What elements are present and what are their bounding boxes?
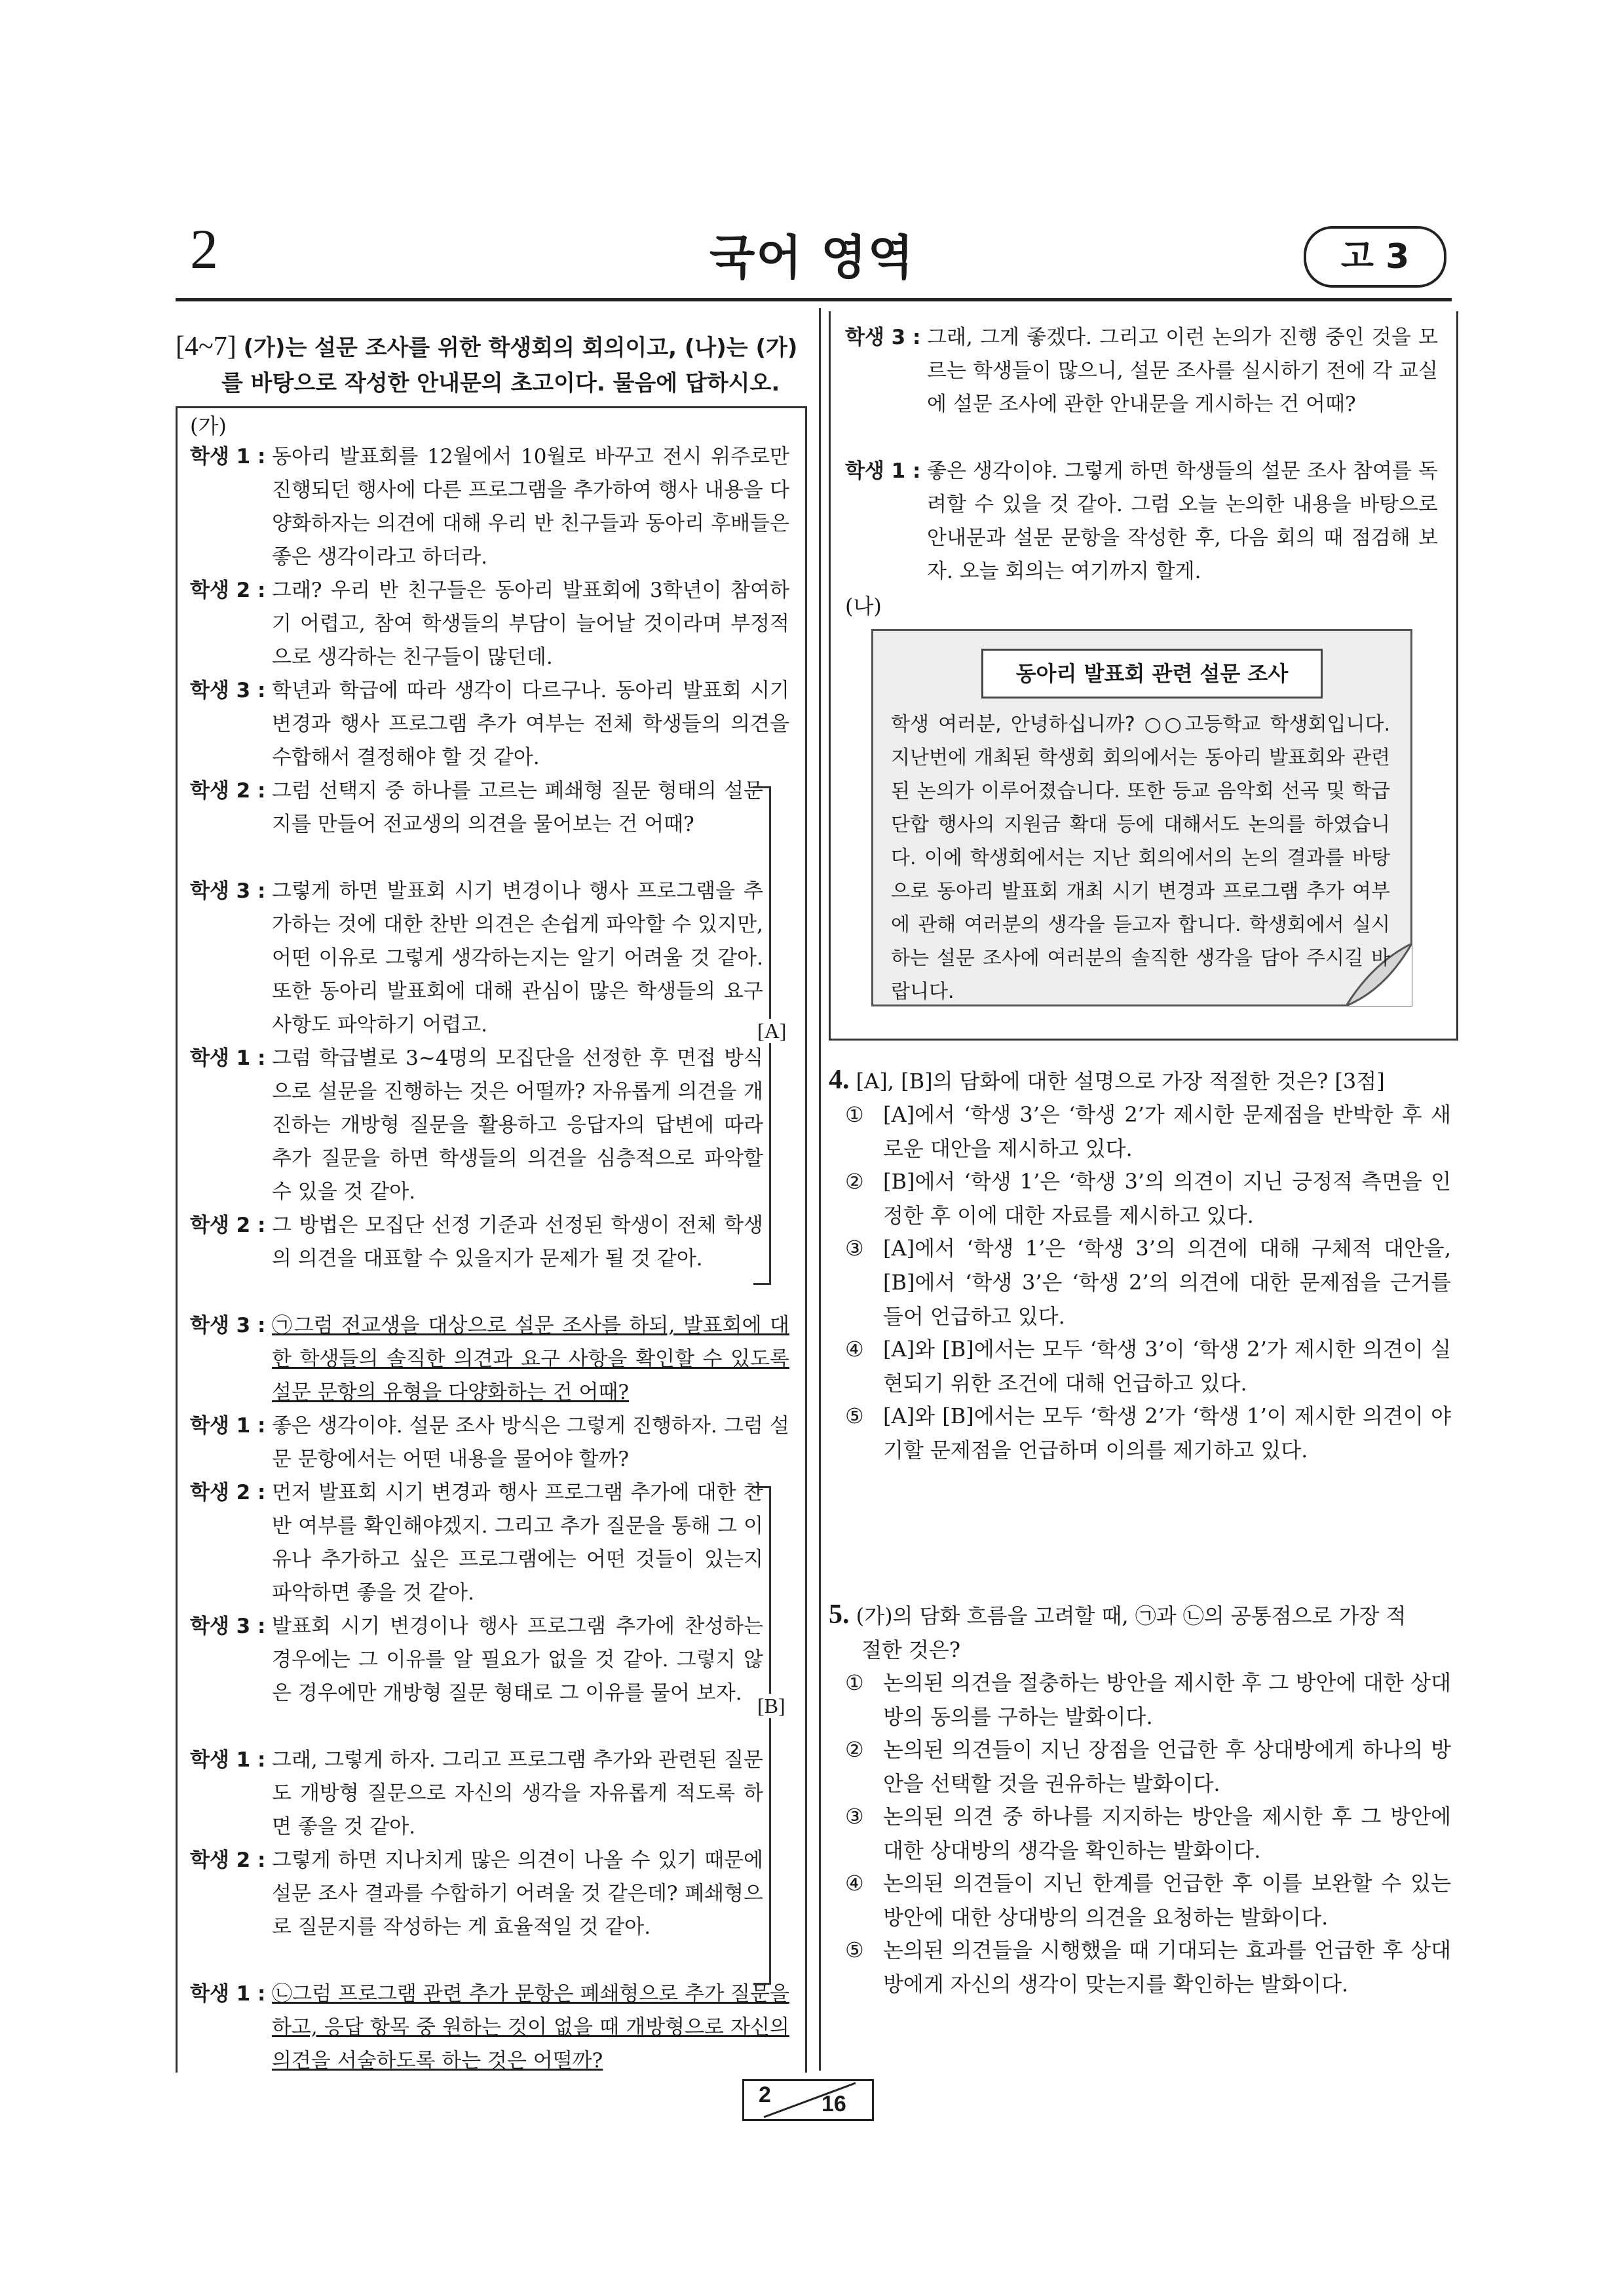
page-total: 16 <box>821 2092 846 2116</box>
answer-option[interactable] <box>845 1666 1451 1734</box>
speaker-label: 학생 1 : <box>190 1748 266 1772</box>
dialogue-line <box>190 440 789 574</box>
section-label-b: (나) <box>845 594 882 619</box>
answer-option[interactable] <box>845 1866 1451 1934</box>
dialogue-text: 그래, 그게 좋겠다. 그리고 이런 논의가 진행 중인 것을 모르는 학생들이 많으니, 설문 조사를 실시하기 전에 각 교실에 설문 조사에 관한 안내문을 게시하는 건 어때? <box>927 326 1438 416</box>
answer-option[interactable] <box>845 1332 1451 1400</box>
bracket-label-a: [A] <box>757 1019 787 1043</box>
dialogue-line <box>190 775 763 841</box>
answer-option[interactable] <box>845 1231 1451 1333</box>
instructions-line2: 를 바탕으로 작성한 안내문의 초고이다. 물음에 답하시오. <box>221 370 780 396</box>
option-text: [A]에서 ‘학생 3’은 ‘학생 2’가 제시한 문제점을 반박한 후 새로운 대안을 제시하고 있다. <box>883 1102 1451 1161</box>
question-number: 5. <box>829 1599 850 1630</box>
option-text: 논의된 의견 중 하나를 지지하는 방안을 제시한 후 그 방안에 대한 상대방의 생각을 확인하는 발화이다. <box>883 1804 1451 1863</box>
grade-badge: 고 3 <box>1304 226 1446 288</box>
dialogue-text: 그렇게 하면 발표회 시기 변경이나 행사 프로그램을 추가하는 것에 대한 찬반 의견은 손쉽게 파악할 수 있지만, 어떤 이유로 그렇게 생각하는지는 알기 어려울 것 같아. 또한 동아리 발표회에 대해 관심이 많은 학생들의 요구 사항도 파악하기 어렵고. <box>272 879 763 1037</box>
dialogue-text: 그럼 학급별로 3~4명의 모집단을 선정한 후 면접 방식으로 설문을 진행하는 것은 어떨까? 자유롭게 의견을 개진하는 개방형 질문을 활용하고 응답자의 답변에 따라 추가 질문을 하면 학생들의 의견을 심층적으로 파악할 수 있을 것 같아. <box>272 1046 763 1204</box>
option-mark: ⑤ <box>845 1404 864 1428</box>
speaker-label: 학생 3 : <box>845 326 921 349</box>
notice-body: 학생 여러분, 안녕하십니까? ○○고등학교 학생회입니다. 지난번에 개최된 학생회 회의에서는 동아리 발표회와 관련된 논의가 이루어졌습니다. 또한 등교 음악회 선곡 및 학급 단합 행사의 지원금 확대 등에 대해서도 논의를 하였습니다. 이에 학생회에서는 지난 회의에서의 논의 결과를 바탕으로 동아리 발표회 개최 시기 변경과 프로그램 추가 여부에 관해 여러분의 생각을 듣고자 합니다. 학생회에서 실시하는 설문 조사에 여러분의 솔직한 생각을 담아 주시길 바랍니다. <box>891 713 1390 1003</box>
dialogue-text: 학년과 학급에 따라 생각이 다르구나. 동아리 발표회 시기 변경과 행사 프로그램 추가 여부는 전체 학생들의 의견을 수합해서 결정해야 할 것 같아. <box>272 679 789 769</box>
dialogue-line <box>190 1476 763 1610</box>
speaker-label: 학생 2 : <box>190 1481 266 1504</box>
dialogue-line <box>190 1744 763 1844</box>
option-text: [A]와 [B]에서는 모두 ‘학생 3’이 ‘학생 2’가 제시한 의견이 실현되기 위한 조건에 대해 언급하고 있다. <box>883 1337 1451 1396</box>
option-text: 논의된 의견을 절충하는 방안을 제시한 후 그 방안에 대한 상대방의 동의를 구하는 발화이다. <box>883 1670 1451 1729</box>
dialogue-line <box>190 1978 789 2078</box>
answer-option[interactable] <box>845 1799 1451 1867</box>
dialogue-line <box>190 1409 789 1476</box>
speaker-label: 학생 2 : <box>190 1214 266 1237</box>
dialogue-text: 그래, 그렇게 하자. 그리고 프로그램 추가와 관련된 질문도 개방형 질문으로 자신의 생각을 자유롭게 적도록 하면 좋을 것 같아. <box>272 1748 763 1839</box>
speaker-label: 학생 3 : <box>190 679 266 702</box>
speaker-label: 학생 1 : <box>190 1046 266 1070</box>
answer-option[interactable] <box>845 1098 1451 1166</box>
option-mark: ④ <box>845 1337 864 1362</box>
option-mark: ③ <box>845 1236 864 1261</box>
dialogue-line <box>190 1042 763 1209</box>
dialogue-line <box>845 321 1438 421</box>
option-text: 논의된 의견들을 시행했을 때 기대되는 효과를 언급한 후 상대방에게 자신의 생각이 맞는지를 확인하는 발화이다. <box>883 1938 1451 1997</box>
option-text: 논의된 의견들이 지닌 한계를 언급한 후 이를 보완할 수 있는 방안에 대한 상대방의 의견을 요청하는 발화이다. <box>883 1871 1451 1930</box>
dialogue-line <box>190 1844 763 1944</box>
speaker-label: 학생 3 : <box>190 1314 266 1337</box>
dialogue-text: 그럼 선택지 중 하나를 고르는 폐쇄형 질문 형태의 설문지를 만들어 전교생의 의견을 물어보는 건 어때? <box>272 779 763 836</box>
option-text: 논의된 의견들이 지닌 장점을 언급한 후 상대방에게 하나의 방안을 선택할 것을 권유하는 발화이다. <box>883 1737 1451 1796</box>
section-label-a: (가) <box>190 413 227 438</box>
question-5 <box>829 1598 1454 1667</box>
option-mark: ④ <box>845 1871 864 1896</box>
dialogue-text: 그래? 우리 반 친구들은 동아리 발표회에 3학년이 참여하기 어렵고, 참여 학생들의 부담이 늘어날 것이라며 부정적으로 생각하는 친구들이 많던데. <box>272 579 789 669</box>
dialogue-line <box>190 1610 763 1710</box>
dialogue-text: 그 방법은 모집단 선정 기준과 선정된 학생이 전체 학생의 의견을 대표할 수 있을지가 문제가 될 것 같아. <box>272 1214 763 1271</box>
page-current: 2 <box>759 2082 771 2107</box>
column-divider <box>819 308 821 2071</box>
dialogue-text: 먼저 발표회 시기 변경과 행사 프로그램 추가에 대한 찬반 여부를 확인해야겠지. 그리고 추가 질문을 통해 그 이유나 추가하고 싶은 프로그램에는 어떤 것들이 있는지 파악하면 좋을 것 같아. <box>272 1481 763 1605</box>
option-mark: ② <box>845 1737 864 1762</box>
speaker-label: 학생 1 : <box>190 445 266 469</box>
speaker-label: 학생 1 : <box>845 459 921 483</box>
question-stem: [A], [B]의 담화에 대한 설명으로 가장 적절한 것은? [3점] <box>856 1069 1385 1094</box>
page-indicator <box>742 2079 874 2121</box>
speaker-label: 학생 2 : <box>190 579 266 602</box>
header-rule <box>176 298 1452 301</box>
option-mark: ② <box>845 1169 864 1194</box>
answer-option[interactable] <box>845 1399 1451 1467</box>
question-stem-cont: 절한 것은? <box>861 1637 960 1662</box>
speaker-label: 학생 1 : <box>190 1414 266 1438</box>
dialogue-text-underlined: ㉠그럼 전교생을 대상으로 설문 조사를 하되, 발표회에 대한 학생들의 솔직한 의견과 요구 사항을 확인할 수 있도록 설문 문항의 유형을 다양화하는 건 어때? <box>272 1314 789 1404</box>
option-mark: ③ <box>845 1804 864 1829</box>
option-mark: ⑤ <box>845 1938 864 1962</box>
option-text: [B]에서 ‘학생 1’은 ‘학생 3’의 의견이 지닌 긍정적 측면을 인정한 후 이에 대한 자료를 제시하고 있다. <box>883 1169 1451 1228</box>
instructions-line1: (가)는 설문 조사를 위한 학생회의 회의이고, (나)는 (가) <box>243 335 798 361</box>
page-number: 2 <box>190 218 218 280</box>
dialogue-text: 좋은 생각이야. 그렇게 하면 학생들의 설문 조사 참여를 독려할 수 있을 것 같아. 그럼 오늘 논의한 내용을 바탕으로 안내문과 설문 문항을 작성한 후, 다음 회의 때 점검해 보자. 오늘 회의는 여기까지 할게. <box>927 459 1438 583</box>
speaker-label: 학생 2 : <box>190 779 266 803</box>
dialogue-line <box>190 1209 763 1276</box>
question-range: [4~7] <box>176 332 236 362</box>
question-number: 4. <box>829 1065 850 1095</box>
speaker-label: 학생 3 : <box>190 1615 266 1638</box>
answer-option[interactable] <box>845 1732 1451 1801</box>
dialogue-line <box>845 455 1438 588</box>
question-instructions <box>176 329 804 401</box>
bracket-b <box>753 1486 771 1985</box>
question-4 <box>829 1063 1454 1098</box>
dialogue-text: 좋은 생각이야. 설문 조사 방식은 그렇게 진행하자. 그럼 설문 문항에서는 어떤 내용을 물어야 할까? <box>272 1414 789 1471</box>
answer-option[interactable] <box>845 1933 1451 2001</box>
option-mark: ① <box>845 1670 864 1695</box>
dialogue-text: 동아리 발표회를 12월에서 10월로 바꾸고 전시 위주로만 진행되던 행사에 다른 프로그램을 추가하여 행사 내용을 다양화하자는 의견에 대해 우리 반 친구들과 동아리 후배들은 좋은 생각이라고 하더라. <box>272 445 789 569</box>
speaker-label: 학생 1 : <box>190 1982 266 2006</box>
question-stem: (가)의 담화 흐름을 고려할 때, ㉠과 ㉡의 공통점으로 가장 적 <box>856 1603 1407 1628</box>
option-mark: ① <box>845 1102 864 1127</box>
dialogue-line <box>190 574 789 674</box>
dialogue-text: 그렇게 하면 지나치게 많은 의견이 나올 수 있기 때문에 설문 조사 결과를 수합하기 어려울 것 같은데? 폐쇄형으로 질문지를 작성하는 게 효율적일 것 같아. <box>272 1848 763 1939</box>
option-text: [A]에서 ‘학생 1’은 ‘학생 3’의 의견에 대해 구체적 대안을, [B]에서 ‘학생 3’은 ‘학생 2’의 의견에 대한 문제점을 근거를 들어 언급하고 있다. <box>883 1236 1451 1329</box>
speaker-label: 학생 2 : <box>190 1848 266 1872</box>
option-text: [A]와 [B]에서는 모두 ‘학생 2’가 ‘학생 1’이 제시한 의견이 야기할 문제점을 언급하며 이의를 제기하고 있다. <box>883 1404 1451 1463</box>
subject-title: 국어 영역 <box>709 230 915 285</box>
dialogue-line <box>190 1309 789 1409</box>
dialogue-line <box>190 875 763 1042</box>
bracket-label-b: [B] <box>757 1694 785 1717</box>
speaker-label: 학생 3 : <box>190 879 266 903</box>
dialogue-text-underlined: ㉡그럼 프로그램 관련 추가 문항은 폐쇄형으로 추가 질문을 하고, 응답 항목 중 원하는 것이 없을 때 개방형으로 자신의 의견을 서술하도록 하는 것은 어떨까? <box>272 1982 789 2073</box>
dialogue-line <box>190 674 789 775</box>
dialogue-text: 발표회 시기 변경이나 행사 프로그램 추가에 찬성하는 경우에는 그 이유를 알 필요가 없을 것 같아. 그렇지 않은 경우에만 개방형 질문 형태로 그 이유를 물어 보자. <box>272 1615 763 1705</box>
notice-title: 동아리 발표회 관련 설문 조사 <box>981 649 1323 698</box>
answer-option[interactable] <box>845 1164 1451 1233</box>
